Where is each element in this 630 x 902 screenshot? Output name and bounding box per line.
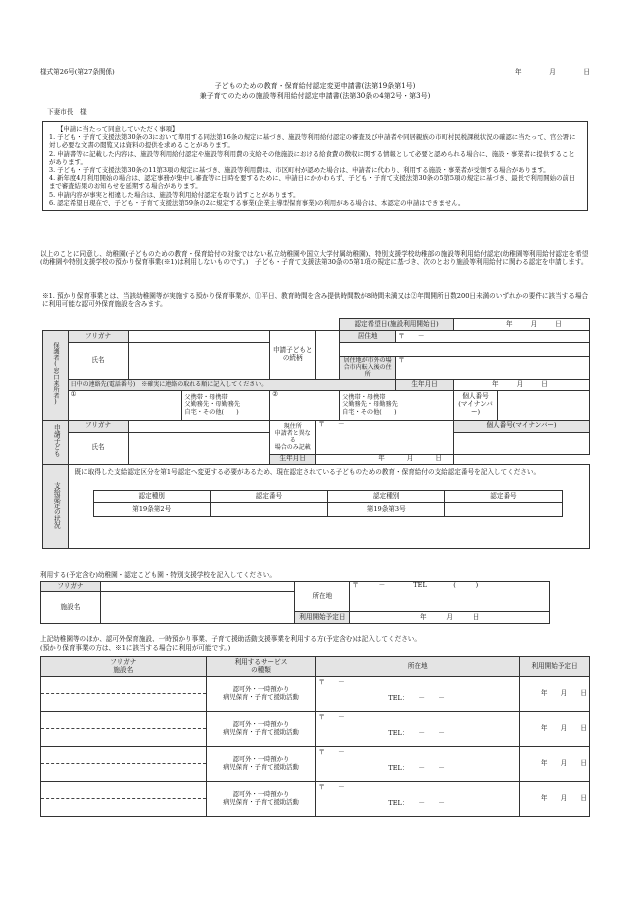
birthday-label: 生年月日 [396, 379, 454, 390]
child-mynumber-label: 個人番号(マイナンバー) [454, 420, 590, 432]
kyufu-instruction: 既に取得した支給認定区分を第1号認定へ変更する必要があるため、現在認定されている子どものための教育・保育給付の支給認定番号を記入してください。 [74, 467, 541, 476]
other-service-row [41, 677, 590, 712]
other-service-type[interactable]: 認可外・一時預かり 病児保育・子育て援助活動 [206, 712, 316, 747]
guardian-mynumber-field[interactable] [498, 390, 590, 420]
other-intro-2: (預かり保育事業の方は、※1に該当する場合に利用が可能です。) [40, 644, 231, 652]
child-name-field[interactable] [128, 432, 270, 464]
child-furigana-field[interactable] [128, 420, 270, 432]
other-address-field[interactable]: 〒 － TEL： － － [316, 747, 520, 782]
other-service-type[interactable]: 認可外・一時預かり 病児保育・子育て援助活動 [206, 677, 316, 712]
other-name-field[interactable] [41, 782, 207, 817]
child-address-field[interactable]: 〒 － [316, 420, 454, 454]
kind-19-3: 第19条第3号 [328, 503, 445, 517]
title-line-2: 兼子育てのための施設等利用給付認定申請書(法第30条の4第2号・第3号) [199, 92, 431, 100]
consent-notice [42, 121, 588, 211]
contact-1-field[interactable]: ① [68, 390, 182, 420]
facility-name-field[interactable] [100, 592, 295, 624]
kyojuchi2-label: 居住地が市外の場合市内転入後の住所 [340, 357, 396, 380]
notice-item: 6. 認定希望日現在で、子ども・子育て支援法第59条の2に規定する事業(企業主導型保育事業)の利用がある場合は、本認定の申請はできません。 [49, 198, 465, 207]
mynumber-label: 個人番号 (マイナンバー) [454, 390, 498, 420]
nintei-bango-field-2[interactable] [445, 503, 562, 517]
form-number: 様式第26号(第27条関係) [40, 68, 115, 76]
other-name-header: フリガナ 施設名 [41, 657, 207, 677]
date-top[interactable]: 年 月 日 [515, 68, 590, 76]
child-shimei-label: 氏名 [68, 432, 128, 464]
other-start-field[interactable]: 年 月 日 [520, 747, 590, 782]
kyufu-section [68, 464, 589, 548]
other-service-row [41, 747, 590, 782]
title-line-1: 子どものための教育・保育給付認定変更申請書(法第19条第1号) [214, 82, 416, 90]
notice-item: 2. 申請書等に記載した内容は、施設等利用給付認定や施設等利用費の支給その他施設における給食費の徴収に関する情報として必要と認められる場合に、施設・事業者に提供することがあります。 [49, 149, 575, 166]
nintei-table [93, 490, 563, 517]
other-name-field[interactable] [41, 712, 207, 747]
contact-2-options[interactable]: 父携帯・母携帯 父勤務先・母勤務先 自宅・その他( ) [340, 390, 454, 420]
notice-item: 5. 申請内容が事実と相違した場合は、施設等利用給付認定を取り消すことがあります。 [49, 190, 300, 199]
guardian-birthday-field[interactable]: 年 月 日 [454, 379, 590, 390]
facility-furigana-label: フリガナ [41, 582, 101, 592]
other-intro-1: 上記幼稚園等のほか、認可外保育施設、一時預かり事業、子育て援助活動支援事業を利用する方(予定含む)は記入してください。 [40, 635, 421, 643]
guardian-furigana-field[interactable] [128, 331, 270, 343]
notice-heading: 【申請に当たって同意していただく事項】 [57, 125, 179, 133]
notice-item: 1. 子ども・子育て支援法第30条の3において準用する同法第16条の規定に基づき、施設等利用給付認定の審査及び申請者や同居親族の市町村民税課税状況の確認に当たって、官公署に対し必要な文書の閲覧又は資料の提供を求めることがあります。 [49, 133, 576, 150]
facility-name-label: 施設名 [41, 592, 101, 624]
nintei-bango-field-1[interactable] [210, 503, 327, 517]
guardian-name-field[interactable] [128, 343, 270, 380]
nintei-shubetsu-header: 認定種別 [93, 491, 210, 503]
other-service-type[interactable]: 認可外・一時預かり 病児保育・子育て援助活動 [206, 782, 316, 817]
contact-2-field[interactable]: ② [270, 390, 340, 420]
kyojuchi-field-2[interactable] [340, 343, 590, 357]
other-start-field[interactable]: 年 月 日 [520, 782, 590, 817]
genjusho-label: 現住所 申請者と異なる 場合のみ記載 [270, 420, 316, 454]
agreement-text: 以上のことに同意し、幼稚園(子どものための教育・保育給付の対象ではない私立幼稚園や国立大学付属幼稚園)、特別支援学校幼稚部の施設等利用給付認定(幼稚園等利用給付認定を希望(幼稚園や特別支援学校の預かり保育事業(※1)は利用しないものです。) 子ども・子育て支援法第30条の5第1項の規定に基づき、次のとおり施設等利用給付に関わる認定を申請します。 [40, 250, 589, 267]
child-furigana-label: フリガナ [68, 420, 128, 432]
facility-address-field[interactable]: 〒 － TEL ( ) [350, 582, 550, 612]
child-label: 申請子ども [43, 420, 69, 464]
transfer-address-field[interactable]: 〒 [396, 357, 590, 380]
child-birthday-field[interactable]: 年 月 日 [316, 454, 454, 464]
other-service-type[interactable]: 認可外・一時預かり 病児保育・子育て援助活動 [206, 747, 316, 782]
applicant-table [42, 318, 590, 549]
nintei-bango-header: 認定番号 [445, 491, 562, 503]
other-address-field[interactable]: 〒 － TEL： － － [316, 712, 520, 747]
addressee: 下妻市長 様 [47, 108, 87, 116]
facility-start-field[interactable]: 年 月 日 [350, 612, 550, 624]
child-mynumber-field[interactable] [454, 432, 590, 454]
kind-19-2: 第19条第2号 [93, 503, 210, 517]
other-start-field[interactable]: 年 月 日 [520, 677, 590, 712]
other-service-header: 利用するサービス の種類 [206, 657, 316, 677]
furigana-label: フリガナ [68, 331, 128, 343]
relation-label: 申請子どもとの続柄 [270, 331, 316, 380]
other-name-field[interactable] [41, 747, 207, 782]
notice-item: 3. 子ども・子育て支援法第30条の11第3項の規定に基づき、施設等利用費は、市区町村が認めた場合は、申請者に代わり、利用する施設・事業者が受領する場合があります。 [49, 165, 550, 174]
other-start-field[interactable]: 年 月 日 [520, 712, 590, 747]
other-name-field[interactable] [41, 677, 207, 712]
kyojuchi-field[interactable]: 〒 － [396, 331, 590, 343]
nintei-shubetsu-header: 認定種別 [328, 491, 445, 503]
child-birthday-label: 生年月日 [270, 454, 316, 464]
contact-1-options[interactable]: 父携帯・母携帯 父勤務先・母勤務先 自宅・その他( ) [182, 390, 270, 420]
contact-label: 日中の連絡先(電話番号) ※確実に連絡の取れる順に記入してください。 [68, 379, 396, 390]
notice-item: 4. 新年度4月利用開始の場合は、認定事務が集中し審査等に日時を要するために、申請日にかかわらず、子ども・子育て支援法第30条の5第5項の規定に基づき、最長で利用開始の前日まで審査結果のお知らせを延期する場合があります。 [49, 174, 576, 191]
other-address-field[interactable]: 〒 － TEL： － － [316, 782, 520, 817]
other-address-field[interactable]: 〒 － TEL： － － [316, 677, 520, 712]
facility-furigana-field[interactable] [100, 582, 295, 592]
other-address-header: 所在地 [316, 657, 520, 677]
relation-field[interactable] [316, 331, 340, 380]
kyufu-label: 支給認定の状況 [43, 464, 69, 548]
other-start-header: 利用開始予定日 [520, 657, 590, 677]
other-services-table [40, 656, 590, 817]
kyojuchi-label: 居住地 [340, 331, 396, 343]
nintei-bango-header: 認定番号 [210, 491, 327, 503]
guardian-label: 保護者(窓口来所者) [43, 331, 69, 421]
kibou-date[interactable]: 年 月 日 [454, 319, 590, 331]
facility-start-label: 利用開始予定日 [295, 612, 350, 624]
other-service-row [41, 712, 590, 747]
facility-table [40, 581, 550, 624]
facility-address-label: 所在地 [295, 582, 350, 612]
kibou-label: 認定希望日(施設利用開始日) [340, 319, 454, 331]
shimei-label: 氏名 [68, 343, 128, 380]
facility-intro: 利用する(予定含む)幼稚園・認定こども園・特別支援学校を記入してください。 [40, 571, 276, 579]
other-service-row [41, 782, 590, 817]
footnote-1: ※1. 預かり保育事業とは、当該幼稚園等が実施する預かり保育事業が、①平日、教育時間を含み提供時間数が8時間未満又は②年間開所日数200日未満のいずれかの要件に該当する場合に利用可能な認可外保育施設を含みます。 [42, 292, 589, 309]
